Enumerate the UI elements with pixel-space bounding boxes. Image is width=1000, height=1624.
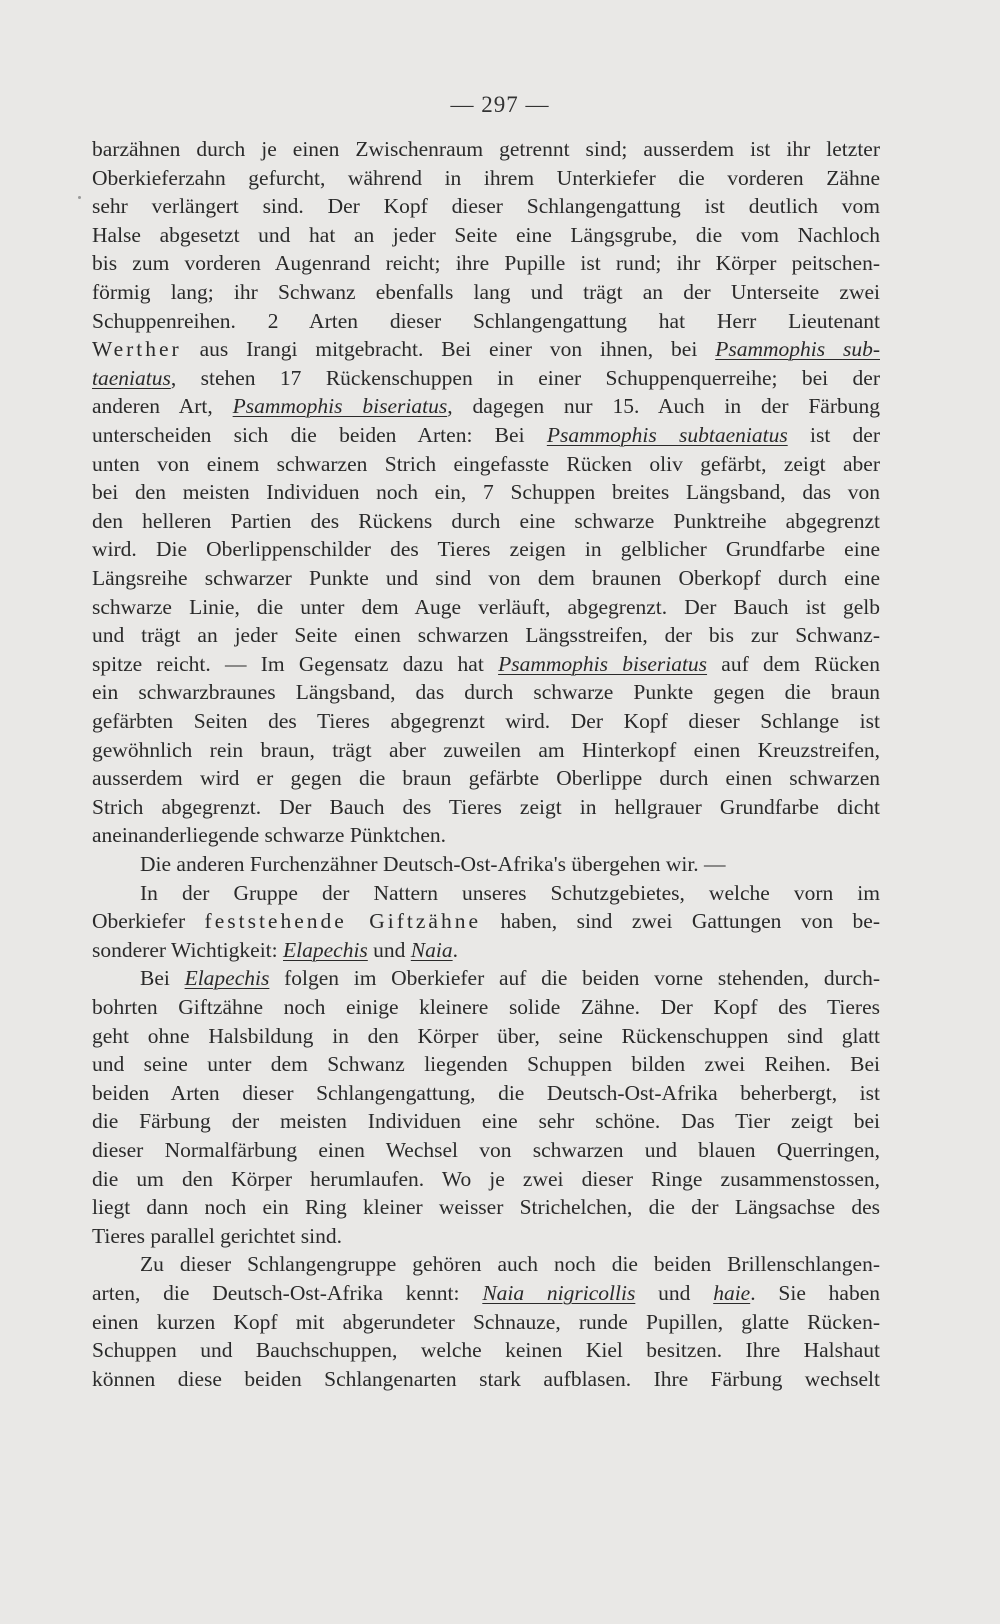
text-segment: und trägt an jeder Seite einen schwarzen Längsstreifen, der bis zur Schwanz- — [92, 623, 880, 648]
text-segment: unten von einem schwarzen Strich eingefasste Rücken oliv gefärbt, zeigt aber — [92, 451, 880, 476]
text-line — [92, 763, 880, 793]
text-line — [92, 1307, 880, 1337]
text-line — [92, 1364, 880, 1394]
text-segment: , dagegen nur 15. Auch in der Färbung — [447, 394, 880, 419]
text-line — [92, 1335, 880, 1365]
text-line — [92, 220, 880, 250]
text-line — [92, 1135, 880, 1165]
text-line — [92, 1278, 880, 1308]
text-line — [92, 706, 880, 736]
text-segment: beiden Arten dieser Schlangengattung, die Deutsch-Ost-Afrika beherbergt, ist — [92, 1080, 880, 1105]
text-segment: . — [452, 937, 458, 962]
text-segment: Strich abgegrenzt. Der Bauch des Tieres zeigt in hellgrauer Grundfarbe dicht — [92, 794, 880, 819]
text-line — [92, 1221, 880, 1251]
text-line — [92, 963, 880, 993]
text-segment: und — [635, 1281, 714, 1305]
text-segment: und — [367, 937, 411, 962]
text-line — [92, 1192, 880, 1222]
text-segment: Schuppen und Bauchschuppen, welche keinen Kiel besitzen. Ihre Halshaut — [92, 1338, 880, 1363]
text-segment: bohrten Giftzähne noch einige kleinere solide Zähne. Der Kopf des Tieres — [92, 995, 880, 1019]
text-segment: bei den meisten Individuen noch ein, 7 Schuppen breites Längsband, das von — [92, 480, 880, 505]
text-segment: Längsreihe schwarzer Punkte und sind von dem braunen Oberkopf durch eine — [92, 566, 880, 590]
text-segment: ein schwarzbraunes Längsband, das durch schwarze Punkte gegen die braun — [92, 680, 880, 705]
text-line — [92, 248, 880, 278]
scientific-name: Psammophis biseriatus — [232, 394, 448, 419]
text-line — [92, 134, 880, 164]
text-segment: bis zum vorderen Augenrand reicht; ihre Pupille ist rund; ihr Körper peitschen- — [92, 251, 880, 276]
scientific-name: Elapechis — [184, 966, 270, 991]
text-segment: Bei — [140, 966, 185, 991]
text-line — [92, 1249, 880, 1279]
text-segment: Die anderen Furchenzähner Deutsch-Ost-Afrika's übergehen wir. — — [140, 852, 726, 876]
text-segment: In der Gruppe der Nattern unseres Schutzgebietes, welche vorn im — [140, 880, 880, 905]
text-segment: ausserdem wird er gegen die braun gefärbte Oberlippe durch einen schwarzen — [92, 766, 880, 791]
text-segment: sonderer Wichtigkeit: — [92, 937, 283, 962]
text-segment: Oberkiefer — [92, 909, 205, 934]
text-segment: folgen im Oberkiefer auf die beiden vorne stehenden, durch- — [269, 966, 880, 991]
text-segment: aneinanderliegende schwarze Pünktchen. — [92, 823, 446, 848]
text-segment: einen kurzen Kopf mit abgerundeter Schnauze, runde Pupillen, glatte Rücken- — [92, 1309, 880, 1334]
scientific-name: taeniatus — [92, 365, 171, 390]
text-segment: barzähnen durch je einen Zwischenraum getrennt sind; ausserdem ist ihr letzter — [92, 137, 880, 161]
text-segment: ist der — [787, 423, 881, 447]
text-segment: . Sie haben — [750, 1281, 881, 1305]
text-segment: aus Irangi mitgebracht. Bei einer von ihnen, bei — [181, 337, 716, 362]
text-line — [92, 163, 880, 193]
text-line — [92, 506, 880, 536]
text-segment: die um den Körper herumlaufen. Wo je zwei dieser Ringe zusammenstossen, — [92, 1166, 880, 1191]
text-line — [92, 677, 880, 707]
text-segment: Oberkieferzahn gefurcht, während in ihrem Unterkiefer die vorderen Zähne — [92, 165, 880, 190]
text-line — [92, 820, 880, 850]
text-segment: arten, die Deutsch-Ost-Afrika kennt: — [92, 1281, 483, 1305]
text-segment: anderen Art, — [92, 394, 233, 419]
text-segment: liegt dann noch ein Ring kleiner weisser Strichelchen, die der Längsachse des — [92, 1195, 880, 1220]
scientific-name: Naia — [410, 937, 453, 962]
text-line — [92, 391, 880, 421]
text-line — [92, 306, 880, 336]
text-line — [92, 363, 880, 393]
scientific-name: Psammophis biseriatus — [498, 651, 708, 676]
text-segment: haben, sind zwei Gattungen von be- — [481, 909, 881, 934]
text-segment: gefärbten Seiten des Tieres abgegrenzt wird. Der Kopf dieser Schlange ist — [92, 709, 880, 733]
scientific-name: Psammophis subtaeniatus — [546, 423, 788, 447]
text-segment: und seine unter dem Schwanz liegenden Schuppen bilden zwei Reihen. Bei — [92, 1052, 880, 1077]
text-line — [92, 1078, 880, 1108]
text-line — [92, 792, 880, 822]
text-line — [92, 477, 880, 507]
text-line — [92, 563, 880, 593]
text-segment: Tieres parallel gerichtet sind. — [92, 1223, 342, 1248]
text-line — [92, 878, 880, 908]
scientific-name: Elapechis — [283, 937, 368, 962]
text-line — [92, 191, 880, 221]
text-line — [92, 334, 880, 364]
text-line — [92, 420, 880, 450]
text-line — [92, 649, 880, 679]
text-line — [92, 277, 880, 307]
text-segment: förmig lang; ihr Schwanz ebenfalls lang und trägt an der Unterseite zwei — [92, 280, 880, 304]
text-segment: wird. Die Oberlippenschilder des Tieres zeigen in gelblicher Grundfarbe eine — [92, 537, 880, 562]
text-segment: unterscheiden sich die beiden Arten: Bei — [92, 423, 547, 447]
text-line — [92, 1164, 880, 1194]
scientific-name: haie — [713, 1281, 751, 1305]
scientific-name: Naia nigricollis — [482, 1281, 636, 1305]
scientific-name: Psammophis sub- — [715, 337, 880, 362]
text-line — [92, 1106, 880, 1136]
text-segment: Schuppenreihen. 2 Arten dieser Schlangengattung hat Herr Lieutenant — [92, 308, 880, 333]
text-line — [92, 992, 880, 1022]
text-segment: spitze reicht. — Im Gegensatz dazu hat — [92, 651, 499, 676]
text-segment: können diese beiden Schlangenarten stark aufblasen. Ihre Färbung wechselt — [92, 1366, 880, 1391]
emphasized-text: Werther — [92, 337, 182, 362]
text-segment: dieser Normalfärbung einen Wechsel von schwarzen und blauen Querringen, — [92, 1138, 880, 1162]
text-line — [92, 1049, 880, 1079]
text-segment: schwarze Linie, die unter dem Auge verläuft, abgegrenzt. Der Bauch ist gelb — [92, 594, 880, 619]
text-segment: Halse abgesetzt und hat an jeder Seite eine Längsgrube, die vom Nachloch — [92, 222, 880, 247]
text-segment: geht ohne Halsbildung in den Körper über, seine Rückenschuppen sind glatt — [92, 1023, 880, 1048]
text-segment: , stehen 17 Rückenschuppen in einer Schuppenquerreihe; bei der — [170, 365, 880, 390]
emphasized-text: feststehende Giftzähne — [204, 909, 482, 934]
text-line — [92, 849, 880, 879]
text-line — [92, 906, 880, 936]
text-segment: den helleren Partien des Rückens durch eine schwarze Punktreihe abgegrenzt — [92, 508, 880, 533]
text-line — [92, 1021, 880, 1051]
text-segment: gewöhnlich rein braun, trägt aber zuweilen am Hinterkopf einen Kreuzstreifen, — [92, 737, 880, 762]
text-line — [92, 592, 880, 622]
text-segment: auf dem Rücken — [707, 651, 880, 676]
text-line — [92, 449, 880, 479]
text-line — [92, 534, 880, 564]
text-segment: Zu dieser Schlangengruppe gehören auch noch die beiden Brillenschlangen- — [140, 1252, 880, 1277]
text-segment: die Färbung der meisten Individuen eine sehr schöne. Das Tier zeigt bei — [92, 1109, 880, 1134]
page-number: — 297 — — [450, 92, 550, 117]
text-line — [92, 935, 880, 965]
text-line — [92, 620, 880, 650]
text-line — [92, 735, 880, 765]
text-segment: sehr verlängert sind. Der Kopf dieser Schlangengattung ist deutlich vom — [92, 194, 880, 219]
paper-speck — [78, 196, 81, 199]
